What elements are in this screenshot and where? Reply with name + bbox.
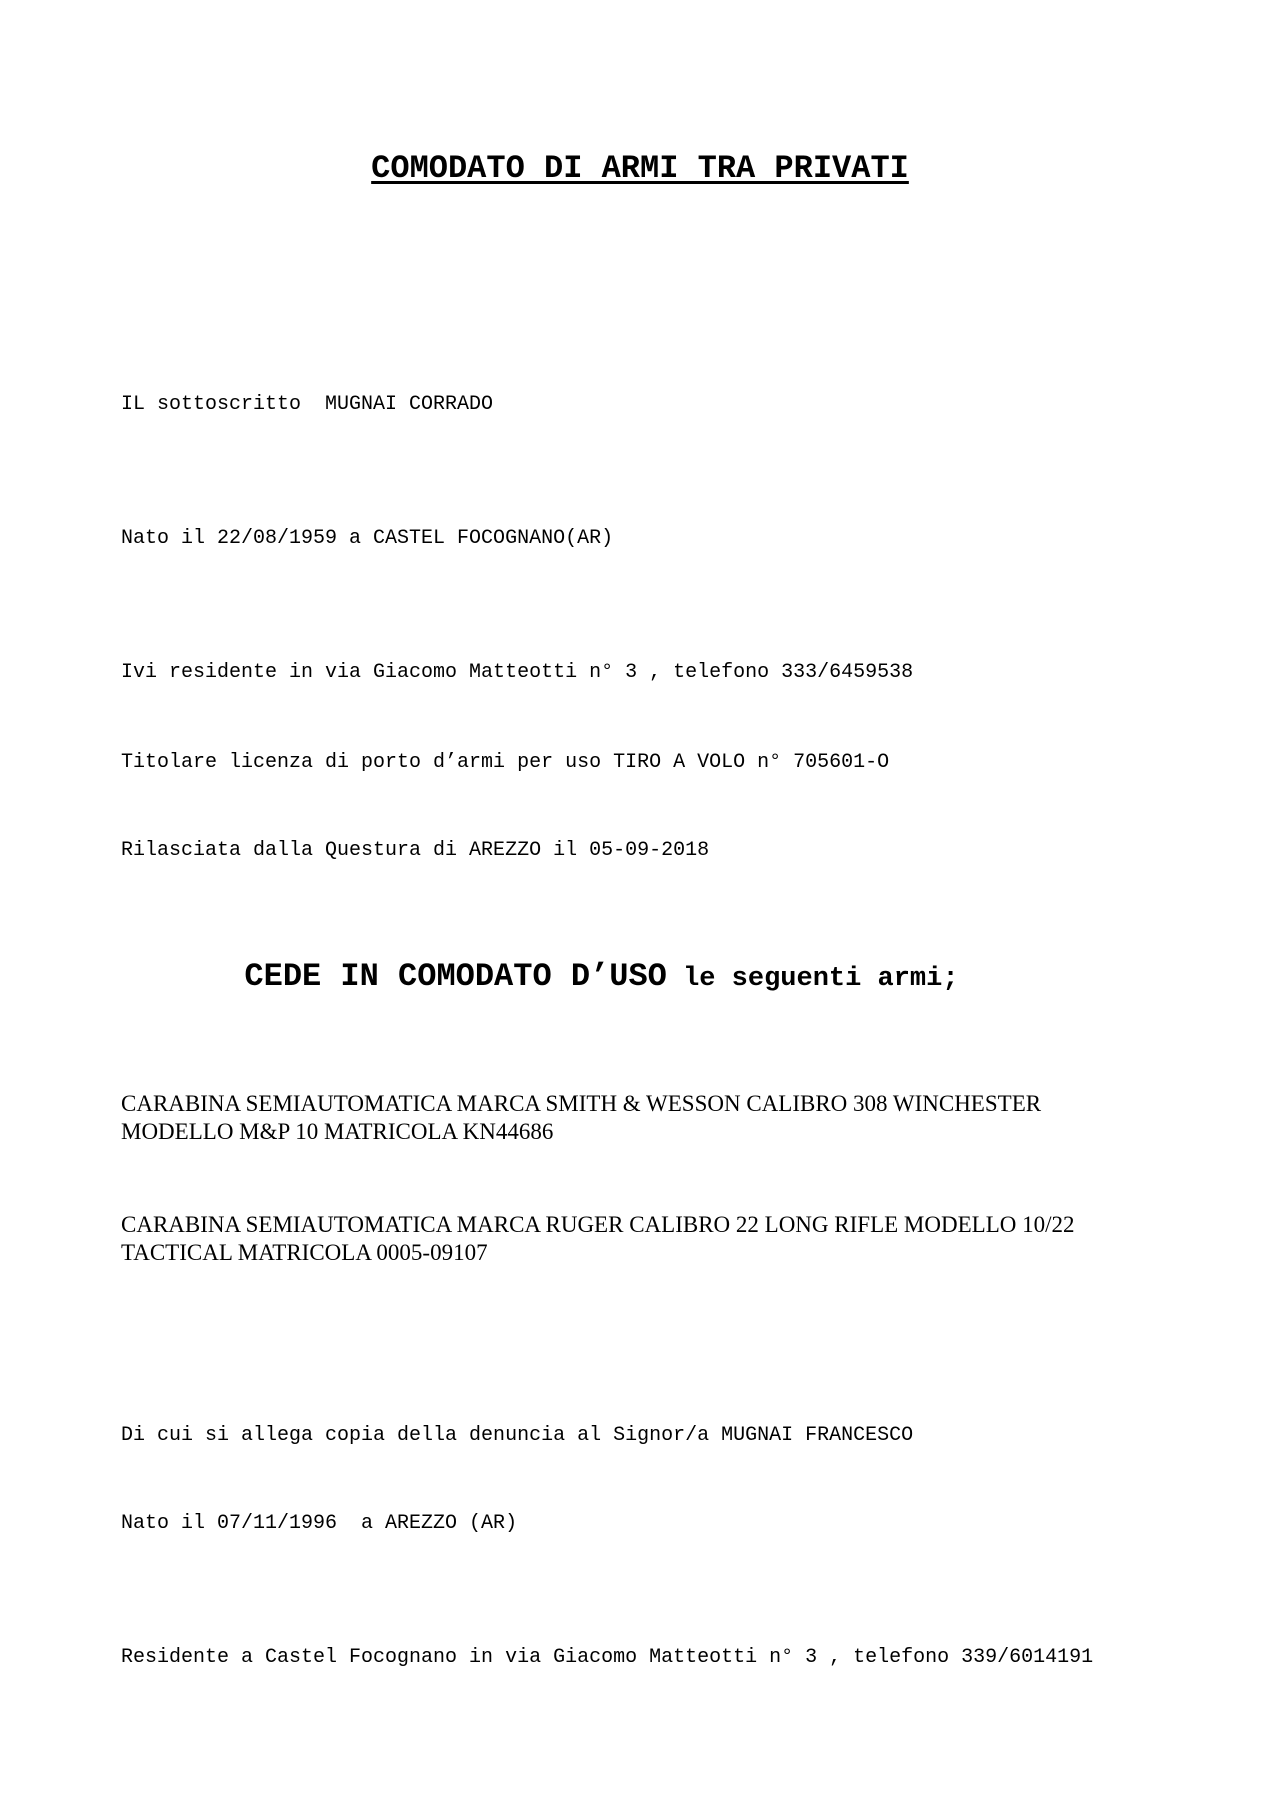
borrower-residence: Residente a Castel Focognano in via Giacomo Matteotti n° 3 , telefono 339/6014191 xyxy=(121,1646,1094,1669)
loan-heading-main: CEDE IN COMODATO D’USO xyxy=(244,958,667,995)
borrower-birth: Nato il 07/11/1996 a AREZZO (AR) xyxy=(121,1512,518,1535)
borrower-intro: Di cui si allega copia della denuncia al Signor/a MUGNAI FRANCESCO xyxy=(121,1424,914,1447)
document-title: COMODATO DI ARMI TRA PRIVATI xyxy=(371,150,909,187)
lender-license-issued: Rilasciata dalla Questura di AREZZO il 05-09-2018 xyxy=(121,839,710,862)
weapon-item-1: CARABINA SEMIAUTOMATICA MARCA SMITH & WESSON CALIBRO 308 WINCHESTER MODELLO M&P 10 MATRICOLA KN44686 xyxy=(121,1091,1042,1144)
lender-intro: IL sottoscritto MUGNAI CORRADO xyxy=(121,393,494,416)
loan-heading xyxy=(206,940,959,1013)
lender-birth: Nato il 22/08/1959 a CASTEL FOCOGNANO(AR) xyxy=(121,527,614,550)
loan-heading-rest: le seguenti armi; xyxy=(666,964,959,994)
lender-license: Titolare licenza di porto d’armi per uso TIRO A VOLO n° 705601-O xyxy=(121,751,890,774)
lender-residence: Ivi residente in via Giacomo Matteotti n° 3 , telefono 333/6459538 xyxy=(121,661,914,684)
weapon-item-2: CARABINA SEMIAUTOMATICA MARCA RUGER CALIBRO 22 LONG RIFLE MODELLO 10/22 TACTICAL MATRICOLA 0005-09107 xyxy=(121,1212,1075,1265)
